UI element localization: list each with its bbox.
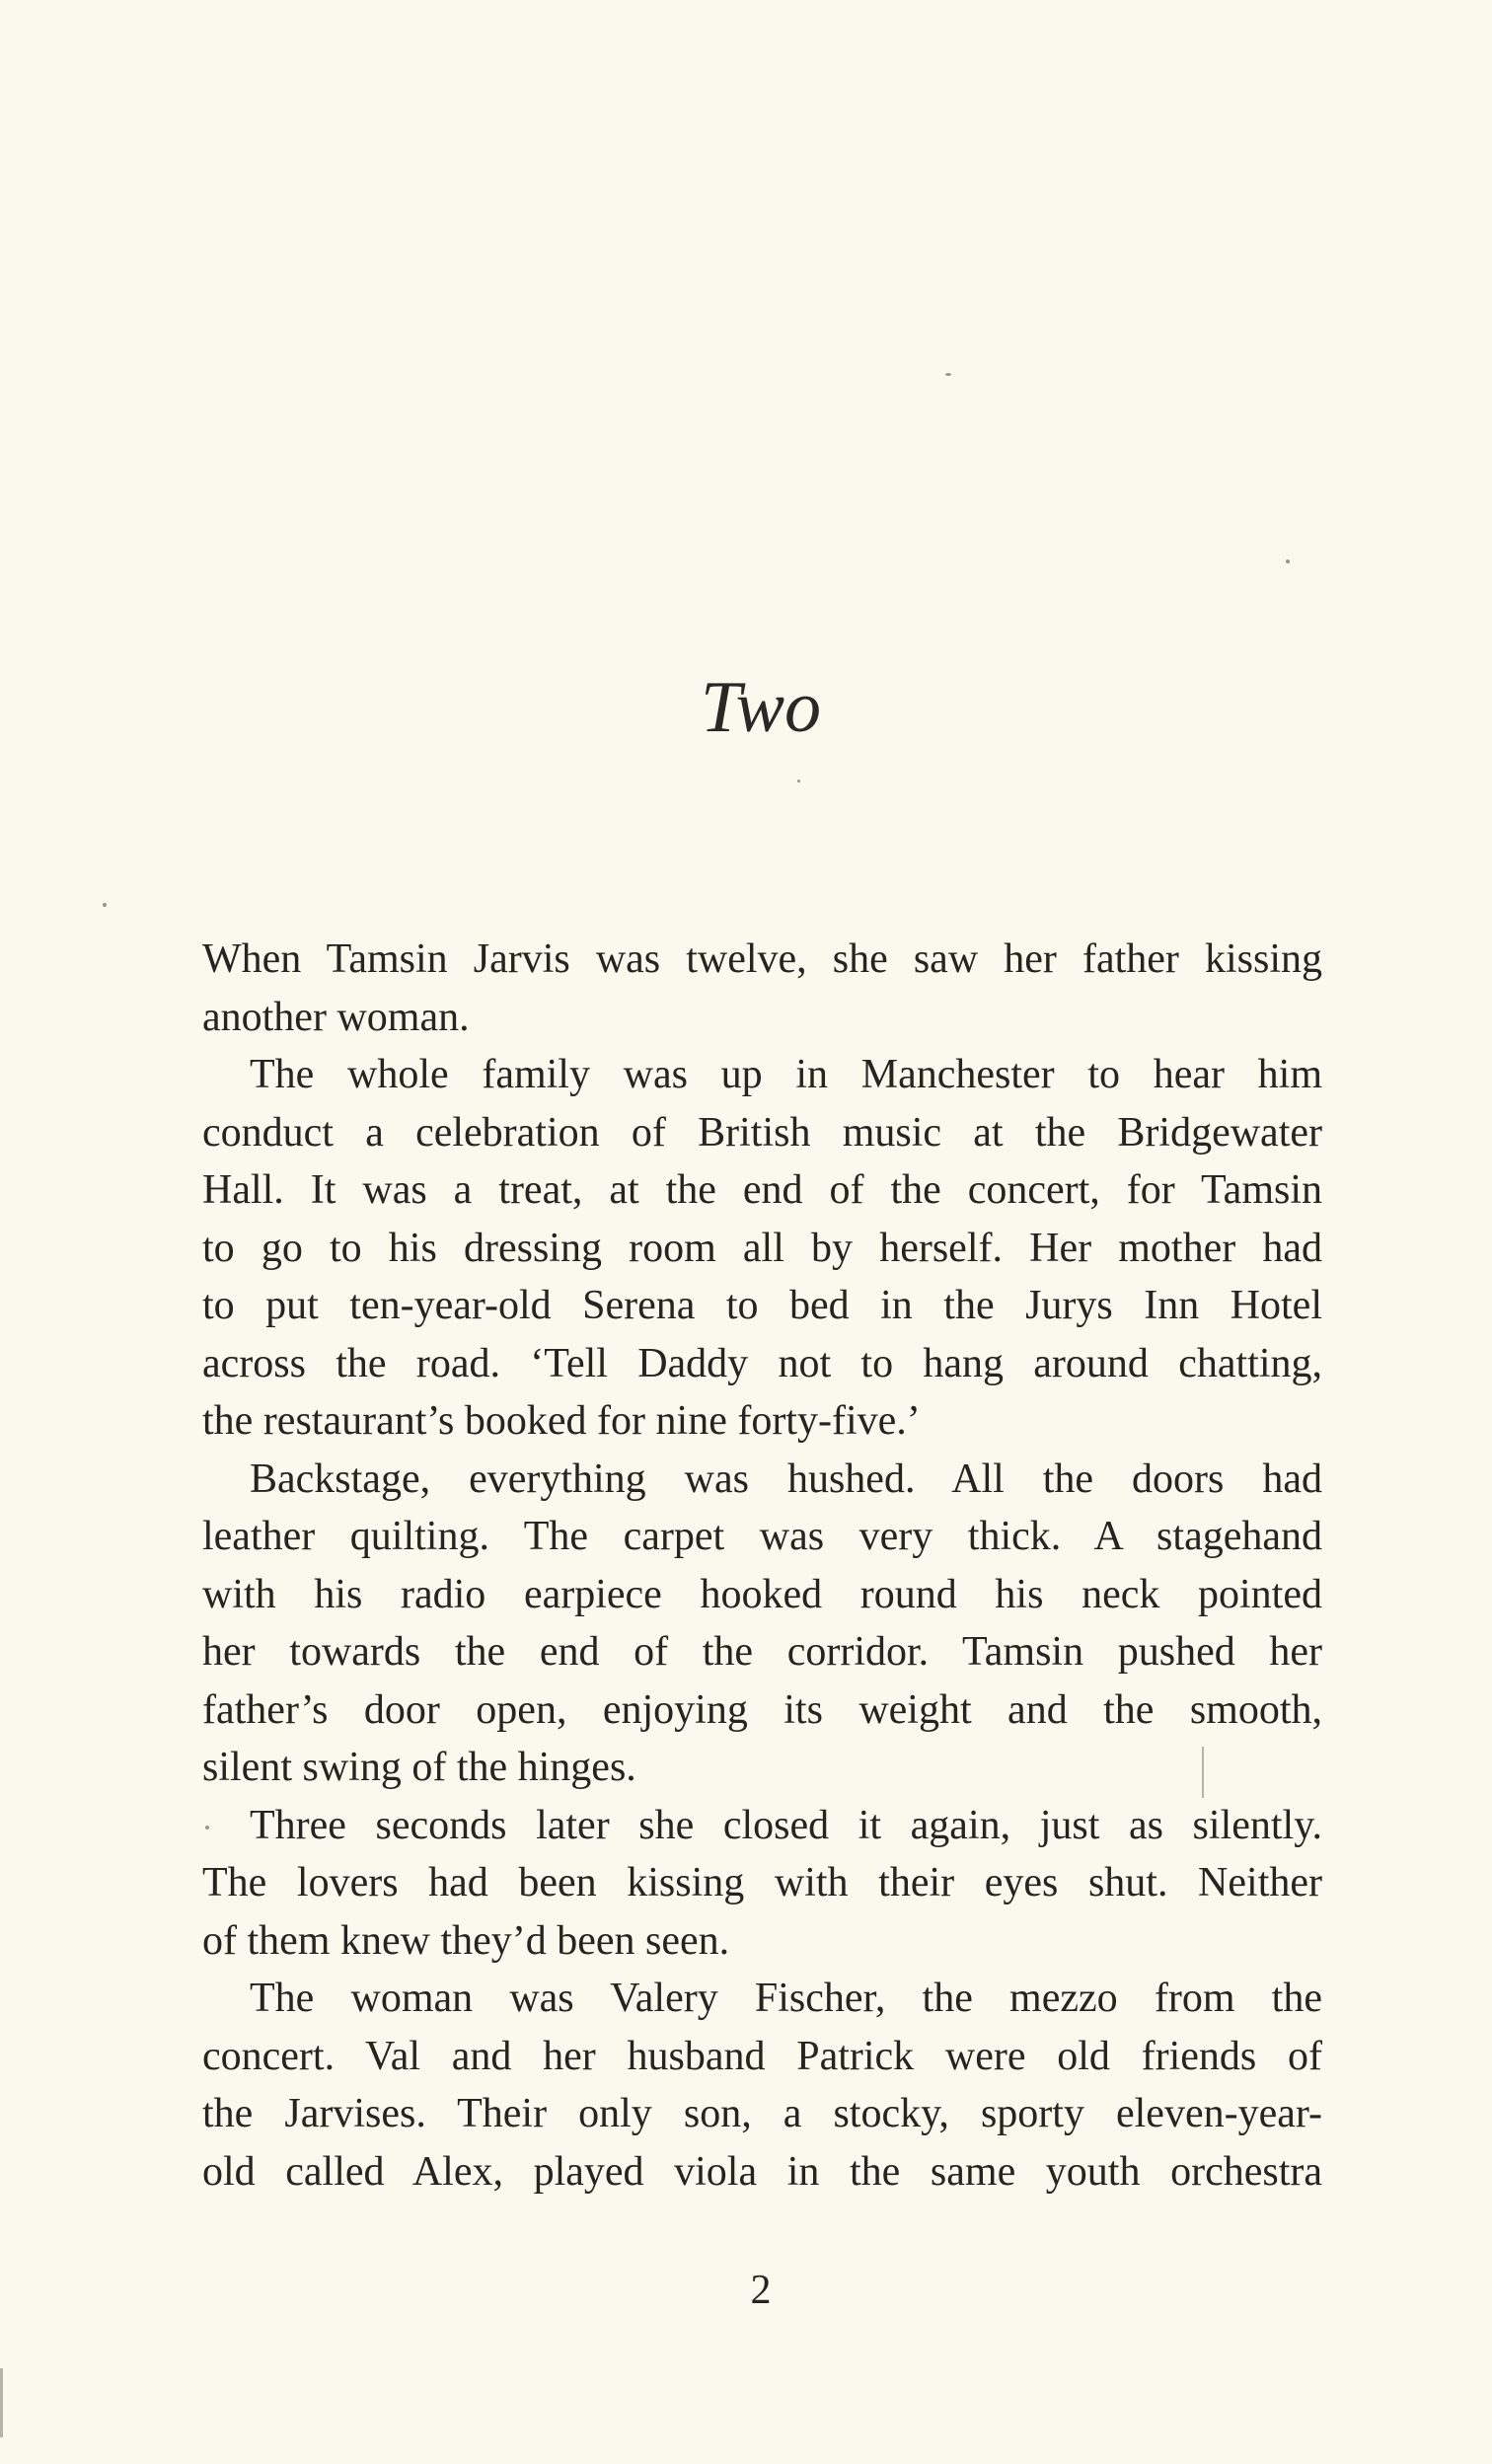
text-line: father’s door open, enjoying its weight and the smooth,	[202, 1686, 1322, 1733]
scan-speck	[945, 373, 951, 376]
text-line: conduct a celebration of British music at the Bridgewater	[202, 1109, 1322, 1156]
text-line: of them knew they’d been seen.	[202, 1917, 730, 1964]
text-line: leather quilting. The carpet was very thick. A stagehand	[202, 1514, 1322, 1559]
paragraph	[202, 931, 1322, 1046]
paragraph	[202, 1046, 1322, 1451]
scan-edge-mark	[0, 2368, 3, 2437]
text-line: to go to his dressing room all by herself. Her mother had	[202, 1225, 1322, 1271]
text-line: to put ten-year-old Serena to bed in the Jurys Inn Hotel	[202, 1283, 1322, 1328]
text-line: The woman was Valery Fischer, the mezzo from the	[250, 1976, 1322, 2021]
text-line: across the road. ‘Tell Daddy not to hang around chatting,	[202, 1340, 1322, 1386]
scan-speck	[103, 903, 107, 907]
paragraph	[202, 1970, 1322, 2201]
text-line: the restaurant’s booked for nine forty-five.’	[202, 1398, 921, 1444]
text-line: silent swing of the hinges.	[202, 1745, 636, 1790]
text-line: Hall. It was a treat, at the end of the concert, for Tamsin	[202, 1167, 1322, 1213]
text-line: old called Alex, played viola in the same youth orchestra	[202, 2148, 1322, 2195]
chapter-body	[202, 931, 1322, 2201]
text-line: The lovers had been kissing with their eyes shut. Neither	[202, 1860, 1322, 1905]
text-line: her towards the end of the corridor. Tamsin pushed her	[202, 1629, 1322, 1675]
text-line: concert. Val and her husband Patrick were old friends of	[202, 2033, 1322, 2079]
text-line: the Jarvises. Their only son, a stocky, sporty eleven-year-	[202, 2091, 1322, 2136]
scan-speck	[797, 780, 800, 783]
paragraph	[202, 1451, 1322, 1797]
text-line: Backstage, everything was hushed. All the doors had	[250, 1456, 1322, 1502]
paragraph	[202, 1797, 1322, 1971]
text-line: with his radio earpiece hooked round his neck pointed	[202, 1571, 1322, 1617]
text-line: When Tamsin Jarvis was twelve, she saw her father kissing	[202, 936, 1322, 982]
page-number: 2	[750, 2268, 772, 2313]
scan-speck	[1286, 560, 1290, 563]
chapter-title: Two	[700, 667, 822, 748]
text-line: another woman.	[202, 994, 470, 1040]
text-line: Three seconds later she closed it again, just as silently.	[250, 1802, 1322, 1848]
text-line: The whole family was up in Manchester to hear him	[250, 1052, 1322, 1097]
